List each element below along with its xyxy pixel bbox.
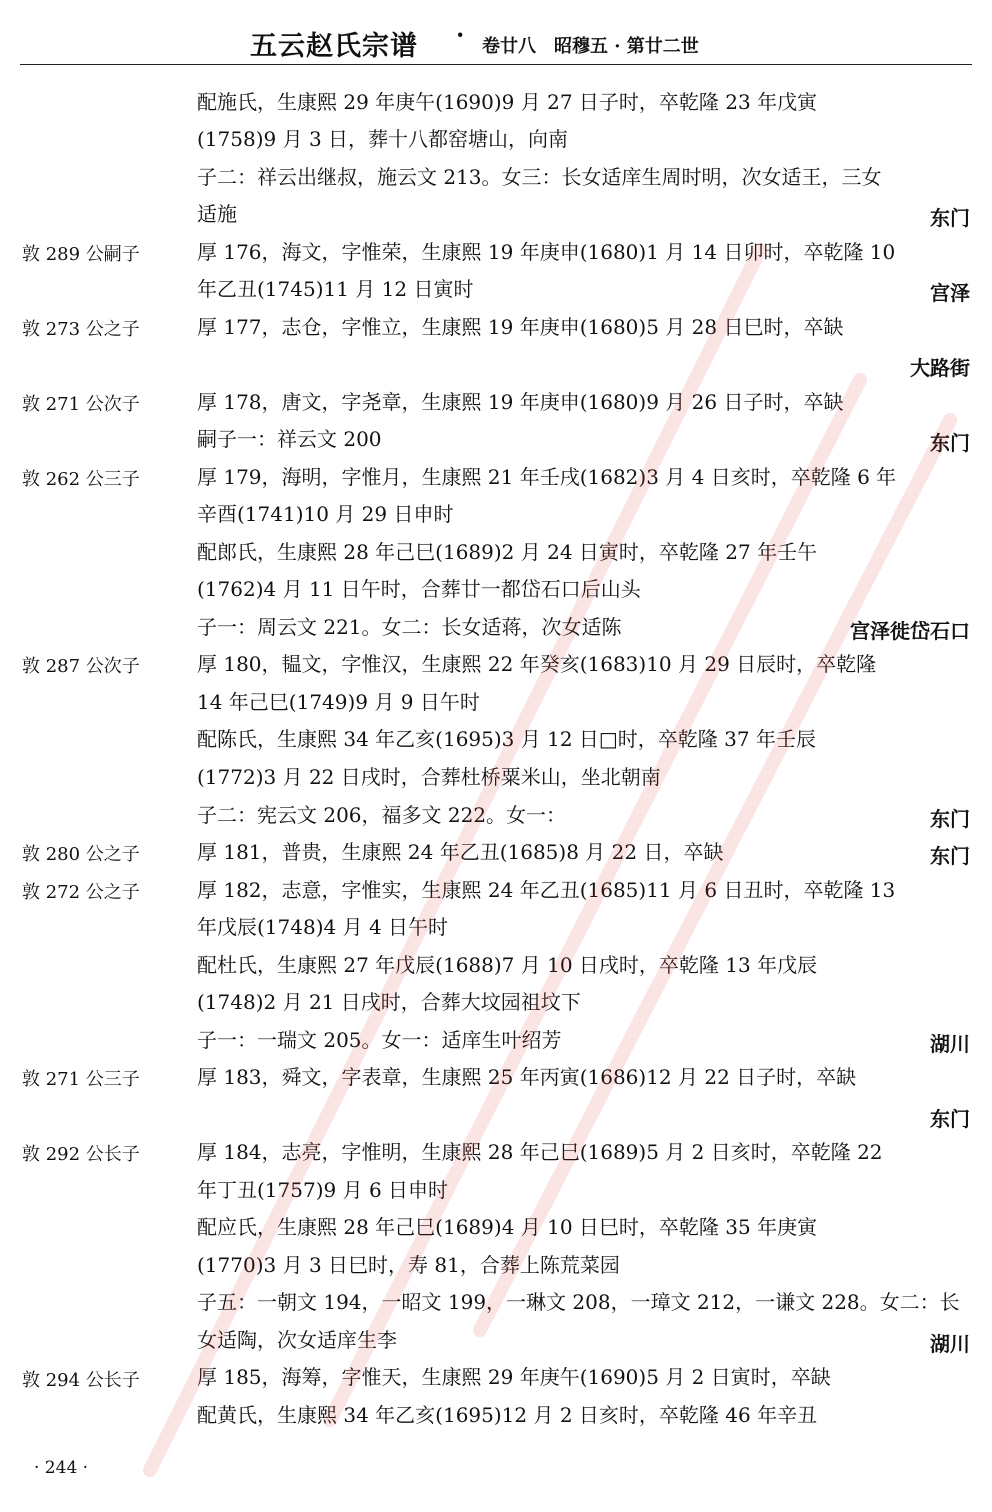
location-label: 宫泽徙岱石口 xyxy=(850,619,970,643)
header-rule xyxy=(20,64,972,65)
parent-note: 敦 262 公三子 xyxy=(22,469,140,490)
entry-line: 厚 179，海明，字惟月，生康熙 21 年壬戌(1682)3 月 4 日亥时，卒乾隆 6 年 xyxy=(197,465,897,489)
entry-line: 厚 182，志意，字惟实，生康熙 24 年乙丑(1685)11 月 6 日丑时，卒乾隆 13 xyxy=(197,878,896,902)
entry-line: (1762)4 月 11 日午时，合葬廿一都岱石口后山头 xyxy=(197,577,641,601)
location-label: 东门 xyxy=(930,807,970,831)
location-label: 东门 xyxy=(930,1107,970,1131)
parent-note: 敦 287 公次子 xyxy=(22,656,140,677)
location-label: 宫泽 xyxy=(930,281,970,305)
entry-line: (1748)2 月 21 日戌时，合葬大坟园祖坟下 xyxy=(197,990,581,1014)
parent-note: 敦 292 公长子 xyxy=(22,1144,140,1165)
entry-line: 子二：宪云文 206，福多文 222。女一： xyxy=(197,803,567,827)
entry-line: 子五：一朝文 194，一昭文 199，一琳文 208，一璋文 212，一谦文 228。女二：长 xyxy=(197,1290,960,1314)
entry-line: 年丁丑(1757)9 月 6 日申时 xyxy=(197,1178,449,1202)
volume-subtitle: 卷廿八 昭穆五 · 第廿二世 xyxy=(482,36,699,57)
entry-line: 适施 xyxy=(197,202,237,226)
entry-line: 女适陶，次女适庠生李 xyxy=(197,1328,397,1352)
location-label: 大路街 xyxy=(910,356,970,380)
parent-note: 敦 294 公长子 xyxy=(22,1370,140,1391)
entry-line: 14 年己巳(1749)9 月 9 日午时 xyxy=(197,690,480,714)
parent-note: 敦 271 公三子 xyxy=(22,1069,140,1090)
location-label: 东门 xyxy=(930,844,970,868)
entry-line: (1770)3 月 3 日巳时，寿 81，合葬上陈荒菜园 xyxy=(197,1253,620,1277)
entry-line: 配杜氏，生康熙 27 年戊辰(1688)7 月 10 日戌时，卒乾隆 13 年戊辰 xyxy=(197,953,818,977)
entry-line: (1772)3 月 22 日戌时，合葬杜桥粟米山，坐北朝南 xyxy=(197,765,661,789)
entry-line: 配陈氏，生康熙 34 年乙亥(1695)3 月 12 日□时，卒乾隆 37 年壬辰 xyxy=(197,727,816,751)
parent-note: 敦 271 公次子 xyxy=(22,394,140,415)
parent-note: 敦 280 公之子 xyxy=(22,844,140,865)
entry-line: 配应氏，生康熙 28 年己巳(1689)4 月 10 日巳时，卒乾隆 35 年庚寅 xyxy=(197,1215,818,1239)
location-label: 湖川 xyxy=(930,1032,970,1056)
location-label: 东门 xyxy=(930,206,970,230)
entry-line: 配郎氏，生康熙 28 年己巳(1689)2 月 24 日寅时，卒乾隆 27 年壬午 xyxy=(197,540,818,564)
page-header xyxy=(0,20,992,64)
entry-line: 年乙丑(1745)11 月 12 日寅时 xyxy=(197,277,474,301)
page-number: · 244 · xyxy=(34,1458,89,1478)
location-label: 东门 xyxy=(930,431,970,455)
parent-note: 敦 272 公之子 xyxy=(22,882,140,903)
entry-line: 年戊辰(1748)4 月 4 日午时 xyxy=(197,915,449,939)
entry-line: 配黄氏，生康熙 34 年乙亥(1695)12 月 2 日亥时，卒乾隆 46 年辛丑 xyxy=(197,1403,818,1427)
book-title: 五云赵氏宗谱 xyxy=(250,31,418,62)
entry-line: 厚 184，志亮，字惟明，生康熙 28 年己巳(1689)5 月 2 日亥时，卒乾隆 22 xyxy=(197,1140,883,1164)
entry-line: 辛酉(1741)10 月 29 日申时 xyxy=(197,502,454,526)
entry-line: 配施氏，生康熙 29 年庚午(1690)9 月 27 日子时，卒乾隆 23 年戊寅 xyxy=(197,90,818,114)
entry-line: 厚 183，舜文，字表章，生康熙 25 年丙寅(1686)12 月 22 日子时，卒缺 xyxy=(197,1065,857,1089)
entry-line: 厚 181，普贵，生康熙 24 年乙丑(1685)8 月 22 日，卒缺 xyxy=(197,840,724,864)
entry-line: 厚 177，志仓，字惟立，生康熙 19 年庚申(1680)5 月 28 日巳时，卒缺 xyxy=(197,315,844,339)
entry-line: 厚 185，海筹，字惟天，生康熙 29 年庚午(1690)5 月 2 日寅时，卒缺 xyxy=(197,1365,831,1389)
entry-line: 子二：祥云出继叔，施云文 213。女三：长女适庠生周时明，次女适王，三女 xyxy=(197,165,882,189)
parent-note: 敦 289 公嗣子 xyxy=(22,244,140,265)
entry-line: 厚 178，唐文，字尧章，生康熙 19 年庚申(1680)9 月 26 日子时，卒缺 xyxy=(197,390,844,414)
entry-line: (1758)9 月 3 日，葬十八都窑塘山，向南 xyxy=(197,127,569,151)
location-label: 湖川 xyxy=(930,1332,970,1356)
parent-note: 敦 273 公之子 xyxy=(22,319,140,340)
entry-line: 厚 180，韫文，字惟汉，生康熙 22 年癸亥(1683)10 月 29 日辰时，卒乾隆 xyxy=(197,652,877,676)
entry-line: 嗣子一：祥云文 200 xyxy=(197,427,382,451)
title-separator: · xyxy=(456,20,465,49)
entry-line: 子一：一瑞文 205。女一：适庠生叶绍芳 xyxy=(197,1028,562,1052)
entry-line: 子一：周云文 221。女二：长女适蒋，次女适陈 xyxy=(197,615,622,639)
entry-line: 厚 176，海文，字惟荣，生康熙 19 年庚申(1680)1 月 14 日卯时，卒乾隆 10 xyxy=(197,240,896,264)
